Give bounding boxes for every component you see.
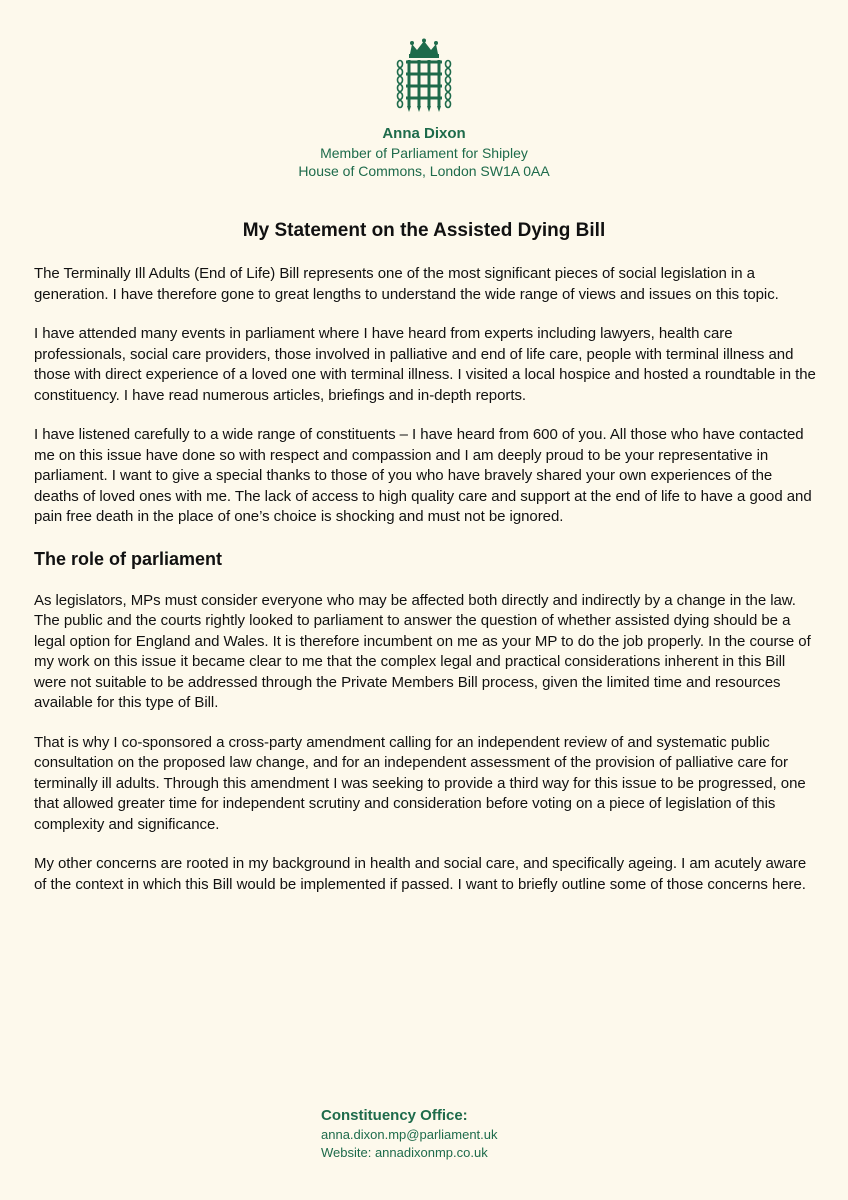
mp-name: Anna Dixon — [382, 125, 466, 142]
paragraph: As legislators, MPs must consider everyone who may be affected both directly and indirectly by a change in the law. The public and the courts rightly looked to parliament to answer the question of whether assisted dying should be a legal option for England and Wales. It is therefore incumbent on me as your MP to do the job properly. In the course of my work on this issue it became clear to me that the complex legal and practical considerations inherent in this Bill were not suitable to be addressed through the Private Members Bill process, given the limited time and resources available for this type of Bill. — [34, 591, 811, 711]
footer-email: anna.dixon.mp@parliament.uk — [321, 1127, 498, 1142]
paragraph: I have listened carefully to a wide range of constituents – I have heard from 600 of you. All those who have contacted me on this issue have done so with respect and compassion and I am deeply proud to be your representative in parliament. I want to give a special thanks to those of you who have bravely shared your own experiences of the deaths of loved ones with me. The lack of access to high quality care and support at the end of life to have a good and pain free death in the place of one’s choice is shocking and must not be ignored. — [34, 426, 812, 525]
paragraph: I have attended many events in parliament where I have heard from experts including lawyers, health care professionals, social care providers, those involved in palliative and end of life care, people with terminal illness and those with direct experience of a loved one with terminal illness. I visited a local hospice and hosted a roundtable in the constituency. I have read numerous articles, briefings and in-depth reports. — [34, 325, 816, 404]
footer-website: Website: annadixonmp.co.uk — [321, 1145, 488, 1160]
footer-title: Constituency Office: — [321, 1107, 468, 1124]
portcullis-icon — [394, 38, 454, 118]
paragraph: The Terminally Ill Adults (End of Life) Bill represents one of the most significant pieces of social legislation in a generation. I have therefore gone to great lengths to understand the wide range of views and issues on this topic. — [34, 265, 779, 303]
statement-body — [34, 264, 816, 914]
mp-role: Member of Parliament for Shipley — [320, 145, 528, 161]
paragraph: My other concerns are rooted in my background in health and social care, and specifically ageing. I am acutely aware of the context in which this Bill would be implemented if passed. I want to briefly outline some of those concerns here. — [34, 855, 807, 893]
document-title: My Statement on the Assisted Dying Bill — [242, 220, 606, 241]
letterhead — [0, 124, 848, 180]
footer-contact — [321, 1106, 498, 1162]
mp-address: House of Commons, London SW1A 0AA — [298, 163, 550, 179]
paragraph: That is why I co-sponsored a cross-party amendment calling for an independent review of and systematic public consultation on the proposed law change, and for an independent assessment of the provision of palliative care for terminally ill adults. Through this amendment I was seeking to provide a third way for this issue to be progressed, one that allowed greater time for independent scrutiny and consideration before voting on a piece of legislation of this complexity and significance. — [34, 733, 806, 833]
section-heading: The role of parliament — [34, 548, 223, 569]
